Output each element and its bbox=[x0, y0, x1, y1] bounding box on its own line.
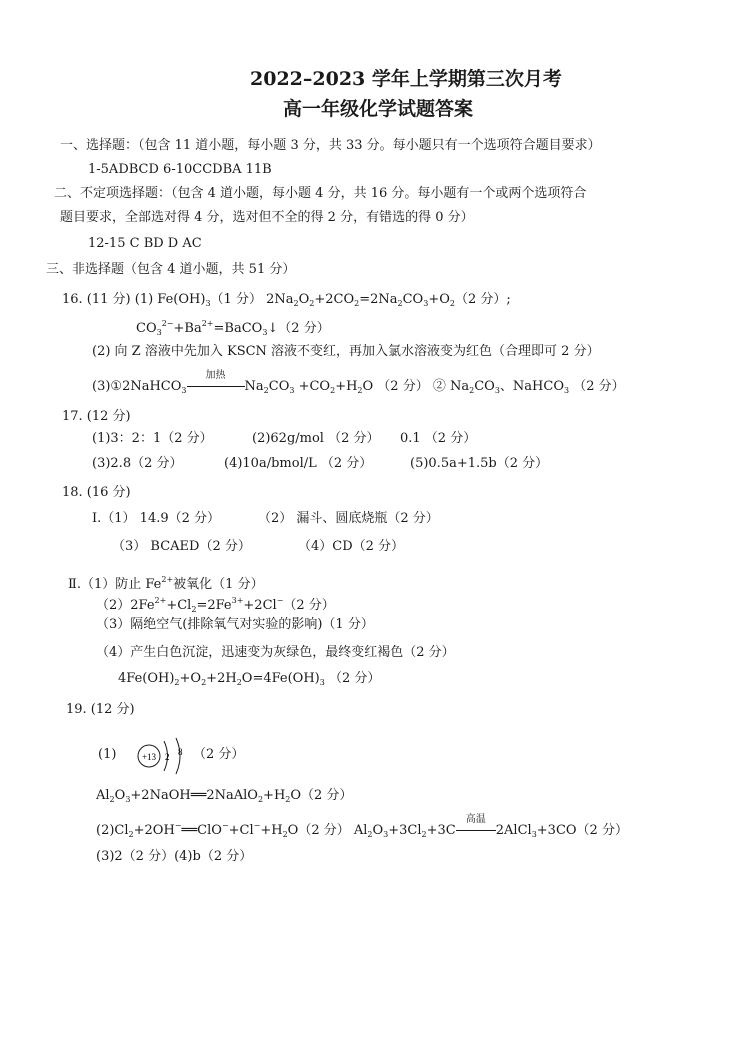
q16-part3: (3)①2NaHCO$_3$ 加热 $Na_2CO_3 +CO_2+H_2O$ （2 分） ② $Na_2CO_3$、NaHCO$_3$ （2 分） bbox=[92, 370, 625, 395]
q17-answer-1: (1)3：2：1（2 分） bbox=[92, 431, 213, 446]
answer-key-title: 高一年级化学试题答案 bbox=[283, 98, 474, 120]
nucleus-charge: +13 bbox=[141, 752, 157, 762]
section1-header: 一、选择题：（包含 11 道小题，每小题 3 分，共 33 分。每小题只有一个选项符合题目要求） bbox=[60, 138, 601, 153]
q19-equation-1: $Al_2O_3+2NaOH══2NaAlO_2+H_2O(2$ 分） bbox=[96, 788, 353, 804]
q19-equation-2: $(2)Cl_2+2OH^-══ClO^-+Cl^-+H_2O(2$ 分） $Al_2O_3+3Cl_2+3C$ 高温 2AlCl$_3$+3CO（2 分） bbox=[96, 814, 628, 839]
q18-i-answer-2: （2） 漏斗、圆底烧瓶（2 分） bbox=[258, 511, 439, 526]
q18-ii-2: $(2)2Fe^{2+}+Cl_2=2Fe^{3+}+2Cl^-(2$ 分） bbox=[96, 596, 335, 614]
heating-arrow: 加热 bbox=[187, 378, 245, 396]
section1-answers: 1-5ADBCD 6-10CCDBA 11B bbox=[88, 162, 272, 177]
q18-i-answer-1: Ⅰ.（1） 14.9（2 分） bbox=[92, 511, 221, 526]
q19-part1-score: （2 分） bbox=[193, 747, 245, 762]
q17-label: 17. (12 分) bbox=[62, 409, 131, 424]
q19-part1-label: (1) bbox=[98, 747, 117, 762]
exam-title: 2022–2023 学年上学期第三次月考 bbox=[250, 68, 562, 90]
q18-ii-4: （4）产生白色沉淀，迅速变为灰绿色，最终变红褐色（2 分） bbox=[96, 645, 455, 660]
shell-electrons-2: 8 bbox=[178, 747, 183, 757]
q18-ii-1: Ⅱ.（1）防止 $Fe^{2+}$被氧化（1 分） bbox=[68, 575, 264, 592]
shell-electrons-1: 2 bbox=[165, 752, 170, 762]
q17-answer-5: (4)10a/bmol/L （2 分） bbox=[224, 456, 373, 471]
q18-label: 18. (16 分) bbox=[62, 485, 131, 500]
section3-header: 三、非选择题（包含 4 道小题，共 51 分） bbox=[46, 262, 296, 277]
q18-i-answer-4: （4）CD（2 分） bbox=[298, 539, 405, 554]
q16-part2: (2) 向 Z 溶液中先加入 KSCN 溶液不变红，再加入氯水溶液变为红色（合理即可 2 分） bbox=[92, 344, 600, 359]
aluminum-atom-structure-diagram bbox=[135, 735, 195, 779]
section2-header: 二、不定项选择题：（包含 4 道小题，每小题 4 分，共 16 分。每小题有一个或两个选项符合 bbox=[54, 186, 587, 201]
q18-ii-3: （3）隔绝空气(排除氧气对实验的影响)（1 分） bbox=[96, 617, 374, 632]
q18-i-answer-3: （3） BCAED（2 分） bbox=[112, 539, 251, 554]
q17-answer-3: 0.1 （2 分） bbox=[400, 431, 477, 446]
q19-label: 19. (12 分) bbox=[66, 702, 135, 717]
q17-answer-6: (5)0.5a+1.5b（2 分） bbox=[410, 456, 549, 471]
q17-answer-4: (3)2.8（2 分） bbox=[92, 456, 183, 471]
q18-ii-5: $4Fe(OH)_2+O_2+2H_2O=4Fe(OH)_3$ （2 分） bbox=[118, 671, 381, 687]
q16-line1: 16. (11 分) (1) $Fe(OH)_3(1$ 分） $2Na_2O_2+2CO_2=2Na_2CO_3+O_2(2$ 分）; bbox=[62, 292, 511, 308]
q16-line2: $CO_3^{2-}+Ba^{2+}=BaCO_3↓(2$ 分） bbox=[136, 319, 330, 337]
section2-header-cont: 题目要求，全部选对得 4 分，选对但不全的得 2 分，有错选的得 0 分） bbox=[60, 210, 474, 225]
section2-answers: 12-15 C BD D AC bbox=[88, 236, 202, 251]
high-temperature-arrow: 高温 bbox=[456, 822, 496, 840]
q17-answer-2: (2)62g/mol （2 分） bbox=[252, 431, 380, 446]
q19-parts-3-4: (3)2（2 分）(4)b（2 分） bbox=[96, 849, 253, 864]
